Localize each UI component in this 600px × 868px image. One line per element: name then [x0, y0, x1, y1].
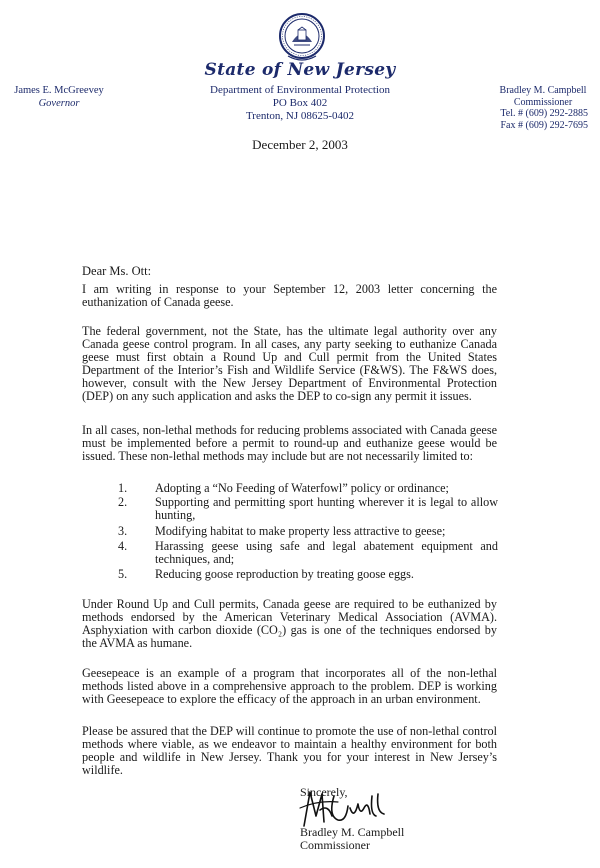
- signer-block: [300, 826, 404, 852]
- fax-number: Fax # (609) 292-7695: [500, 119, 588, 131]
- governor-title: Governor: [38, 98, 80, 109]
- commissioner-block: [488, 85, 598, 131]
- list-number: 4.: [118, 539, 128, 553]
- city-line: Trenton, NJ 08625-0402: [245, 110, 355, 122]
- po-box: PO Box 402: [272, 97, 328, 109]
- closing-line: Sincerely,: [300, 785, 348, 799]
- list-text: Adopting a “No Feeding of Waterfowl” policy or ordinance;: [155, 481, 449, 495]
- list-number: 3.: [118, 524, 128, 538]
- list-number: 2.: [118, 495, 128, 509]
- list-text: Reducing goose reproduction by treating goose eggs.: [155, 567, 414, 581]
- governor-name: James E. McGreevey: [14, 85, 104, 96]
- commissioner-name: Bradley M. Campbell: [499, 85, 587, 96]
- department-name: Department of Environmental Protection: [210, 84, 390, 96]
- paragraph-geesepeace: Geesepeace is an example of a program that incorporates all of the non-lethal methods listed above in a comprehensive approach to the problem. DEP is working with Geesepeace to explore the efficacy of the approach in an urban environment.: [82, 666, 497, 706]
- paragraph-round-up-permits: Under Round Up and Cull permits, Canada geese are required to be euthanized by methods endorsed by the American Veterinary Medical Association (AVMA). Asphyxiation with carbon dioxide (CO₂) gas is one of the techniques endorsed by the AVMA as humane.: [82, 597, 497, 650]
- letter-date: December 2, 2003: [252, 137, 348, 152]
- list-number: 1.: [118, 481, 128, 495]
- telephone-number: Tel. # (609) 292-2885: [500, 108, 588, 119]
- state-title: State of New Jersey: [204, 60, 396, 80]
- list-text: Supporting and permitting sport hunting wherever it is legal to allow hunting,: [155, 495, 498, 522]
- signer-title: Commissioner: [300, 838, 371, 852]
- paragraph-closing-remarks: Please be assured that the DEP will continue to promote the use of non-lethal control methods where viable, as we endeavor to maintain a healthy environment for both people and wildlife in New Jersey. Thank you for your interest in New Jersey’s wildlife.: [82, 724, 497, 777]
- paragraph-response: I am writing in response to your September 12, 2003 letter concerning the euthanization of Canada geese.: [82, 282, 497, 309]
- paragraph-non-lethal-methods: In all cases, non-lethal methods for reducing problems associated with Canada geese must be implemented before a permit to round-up and euthanize geese would be issued. These non-lethal methods may include but are not necessarily limited to:: [82, 423, 497, 463]
- handwritten-signature: [298, 786, 388, 830]
- paragraph-federal-authority: The federal government, not the State, has the ultimate legal authority over any Canada geese control program. In all cases, any party seeking to euthanize Canada geese must first obtain a Round Up and Cull permit from the United States Department of the Interior’s Fish and Wildlife Service (F&WS). The F&WS does, however, consult with the New Jersey Department of Environmental Protection (DEP) on any such application and asks the DEP to co-sign any permit it issues.: [82, 324, 497, 403]
- salutation: Dear Ms. Ott:: [82, 264, 152, 278]
- signer-name: Bradley M. Campbell: [300, 825, 405, 839]
- list-text: Modifying habitat to make property less attractive to geese;: [155, 524, 446, 538]
- list-text: Harassing geese using safe and legal abatement equipment and techniques, and;: [155, 539, 498, 566]
- commissioner-title: Commissioner: [513, 96, 573, 108]
- state-seal-icon: [278, 12, 326, 64]
- list-number: 5.: [118, 567, 128, 581]
